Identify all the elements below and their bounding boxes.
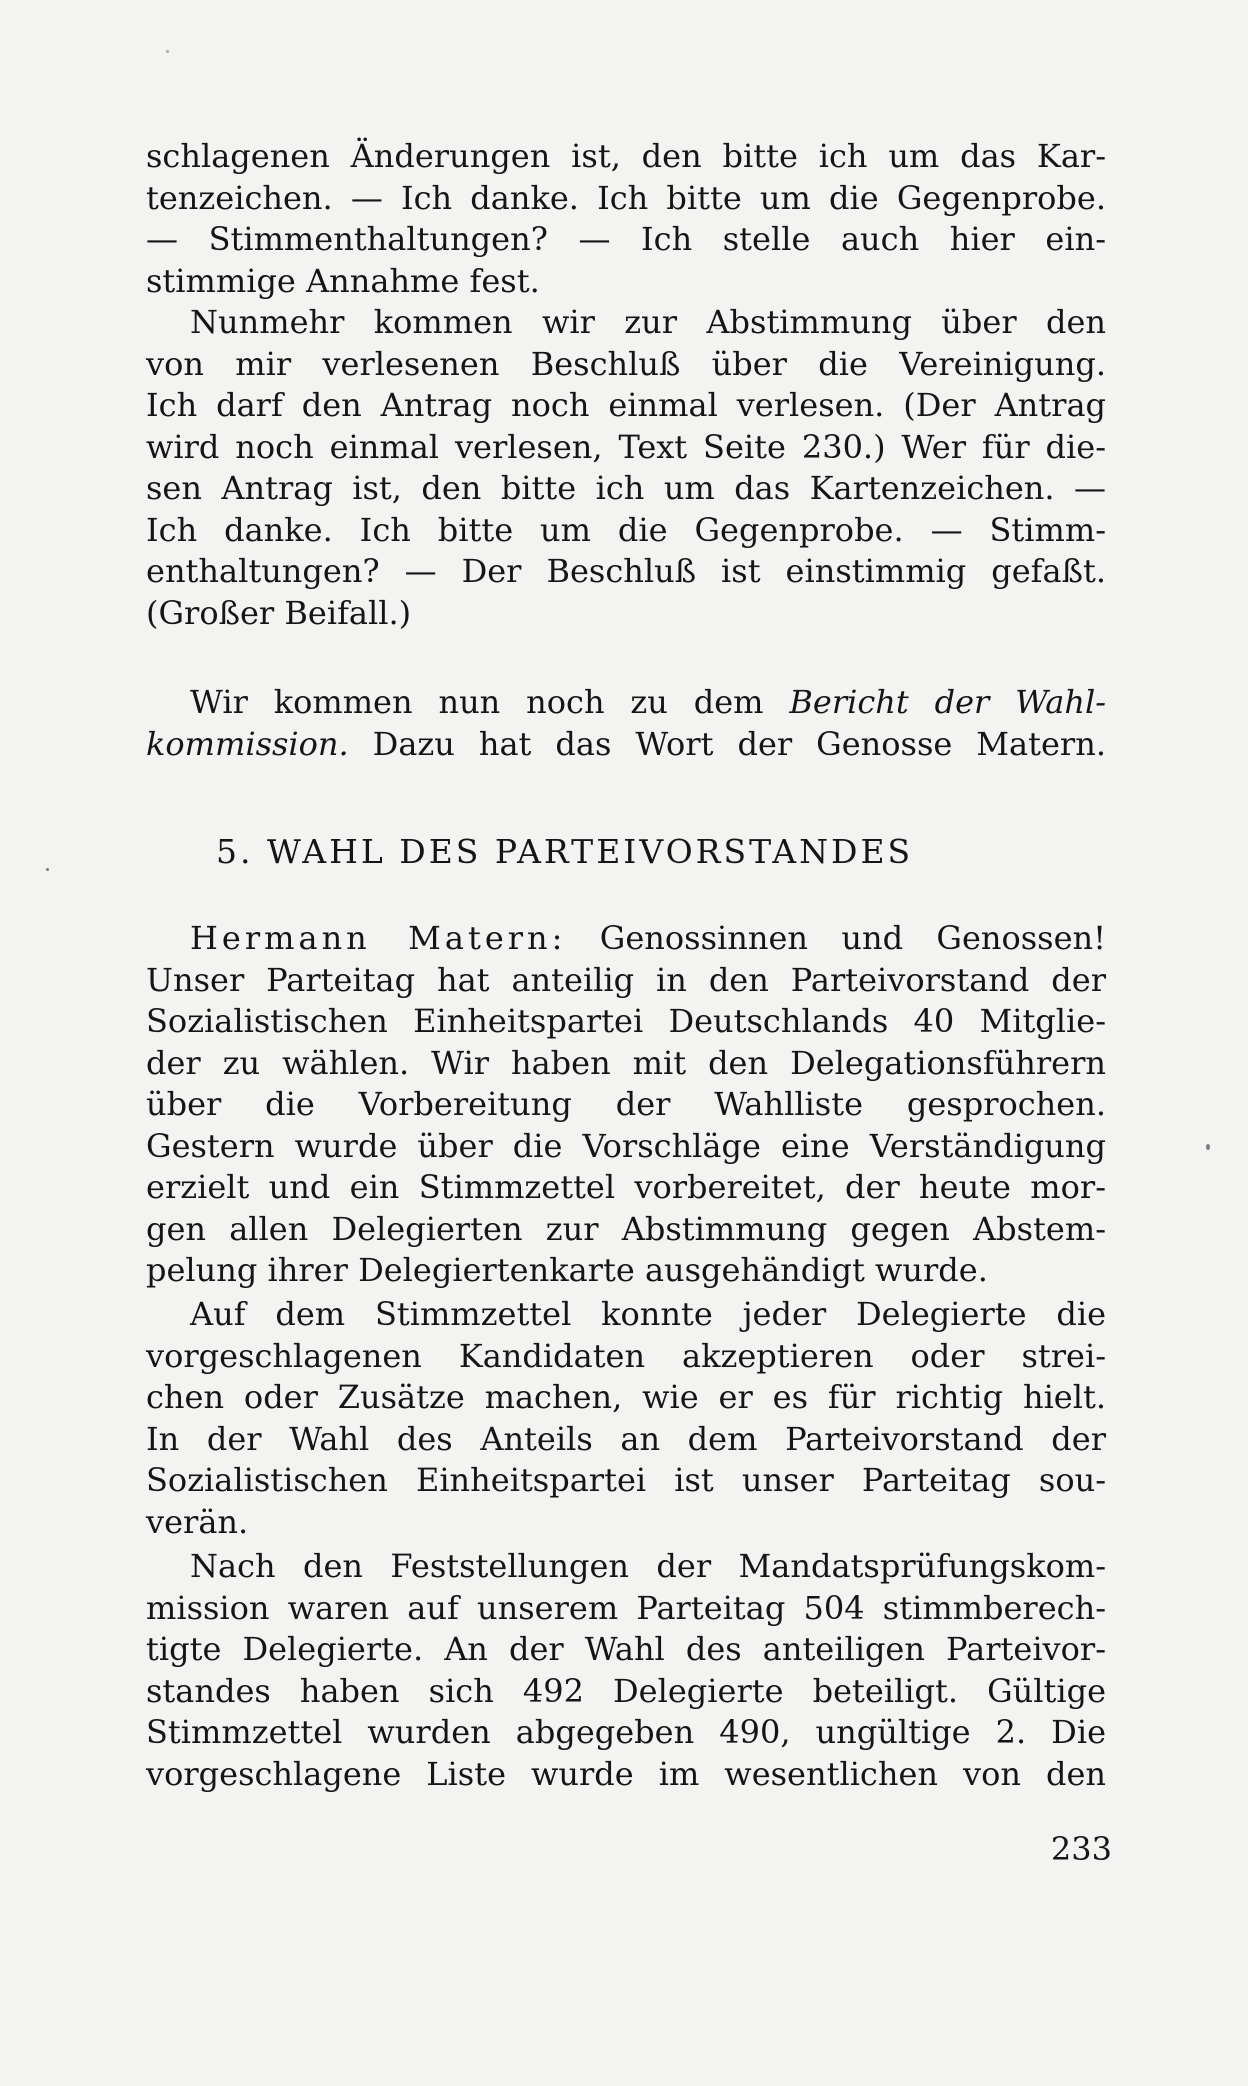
text-line: mission waren auf unserem Parteitag 504 stimmberech- bbox=[146, 1588, 1106, 1627]
text-line: Ich darf den Antrag noch einmal verlesen. (Der Antrag bbox=[146, 386, 1106, 424]
page-number: 233 bbox=[1050, 1830, 1112, 1868]
text-line: Stimmzettel wurden abgegeben 490, ungültige 2. Die bbox=[146, 1713, 1106, 1751]
paragraph-3 bbox=[146, 682, 1106, 765]
text-line: Sozialistischen Einheitspartei ist unser Parteitag sou- bbox=[146, 1461, 1106, 1499]
text-line: Ich danke. Ich bitte um die Gegenprobe. — Stimm- bbox=[146, 510, 1106, 549]
text-line: sen Antrag ist, den bitte ich um das Kartenzeichen. — bbox=[146, 469, 1106, 507]
text-line: erzielt und ein Stimmzettel vorbereitet, der heute mor- bbox=[146, 1168, 1106, 1206]
paragraph-6 bbox=[146, 1546, 1106, 1795]
text-line: enthaltungen? — Der Beschluß ist einstimmig gefaßt. bbox=[146, 552, 1106, 590]
text-line: Unser Parteitag hat anteilig in den Parteivorstand der bbox=[146, 960, 1106, 999]
text-line: Gestern wurde über die Vorschläge eine Verständigung bbox=[146, 1126, 1106, 1165]
plain-text: Wir kommen nun noch zu dem bbox=[190, 683, 790, 721]
italic-text: kommission. bbox=[146, 724, 349, 763]
text-line: In der Wahl des Anteils an dem Parteivorstand der bbox=[146, 1419, 1106, 1458]
text-line bbox=[146, 682, 1106, 724]
text-line: von mir verlesenen Beschluß über die Vereinigung. bbox=[146, 344, 1106, 383]
speaker-name: Hermann Matern: bbox=[190, 919, 567, 957]
text-line: Auf dem Stimmzettel konnte jeder Delegierte die bbox=[190, 1295, 1106, 1333]
text-line: vorgeschlagenen Kandidaten akzeptieren oder strei- bbox=[146, 1336, 1106, 1375]
paragraph-1 bbox=[146, 136, 1106, 302]
text-line bbox=[146, 724, 1106, 766]
text-line: wird noch einmal verlesen, Text Seite 230.) Wer für die- bbox=[146, 427, 1106, 466]
text-line: tenzeichen. — Ich danke. Ich bitte um die Gegenprobe. bbox=[146, 178, 1106, 217]
text-line: über die Vorbereitung der Wahlliste gesprochen. bbox=[146, 1085, 1106, 1123]
paragraph-5 bbox=[146, 1294, 1106, 1543]
text-line: standes haben sich 492 Delegierte beteiligt. Gültige bbox=[146, 1671, 1106, 1710]
paragraph-4 bbox=[146, 918, 1106, 1292]
scan-speck bbox=[1206, 1144, 1210, 1150]
text-line: Sozialistischen Einheitspartei Deutschlands 40 Mitglie- bbox=[146, 1002, 1106, 1040]
paragraph-2 bbox=[146, 302, 1106, 634]
scan-speck bbox=[46, 868, 49, 871]
text-line: gen allen Delegierten zur Abstimmung gegen Abstem- bbox=[146, 1209, 1106, 1248]
text-line: chen oder Zusätze machen, wie er es für richtig hielt. bbox=[146, 1378, 1106, 1416]
text-line: Nach den Feststellungen der Mandatsprüfungskom- bbox=[190, 1547, 1106, 1585]
text-line: schlagenen Änderungen ist, den bitte ich um das Kar- bbox=[146, 137, 1106, 175]
italic-text: Bericht der Wahl- bbox=[789, 683, 1107, 721]
text-line: stimmige Annahme fest. bbox=[146, 261, 540, 300]
text-line: der zu wählen. Wir haben mit den Delegationsführern bbox=[146, 1043, 1106, 1082]
plain-text: Dazu hat das Wort der Genosse Matern. bbox=[348, 724, 1106, 763]
text-line: (Großer Beifall.) bbox=[146, 593, 412, 632]
section-heading: 5. WAHL DES PARTEIVORSTANDES bbox=[216, 832, 914, 871]
text-line: verän. bbox=[146, 1502, 249, 1541]
text-line: tigte Delegierte. An der Wahl des anteiligen Parteivor- bbox=[146, 1630, 1106, 1668]
text-line: vorgeschlagene Liste wurde im wesentlichen von den bbox=[146, 1754, 1106, 1793]
text-line: Nunmehr kommen wir zur Abstimmung über den bbox=[190, 303, 1106, 341]
text-line: pelung ihrer Delegiertenkarte ausgehändigt wurde. bbox=[146, 1251, 988, 1289]
text-line: — Stimmenthaltungen? — Ich stelle auch hier ein- bbox=[146, 220, 1106, 258]
scan-speck bbox=[166, 50, 169, 53]
plain-text: Genossinnen und Genossen! bbox=[566, 919, 1107, 957]
text-line bbox=[146, 918, 1106, 960]
